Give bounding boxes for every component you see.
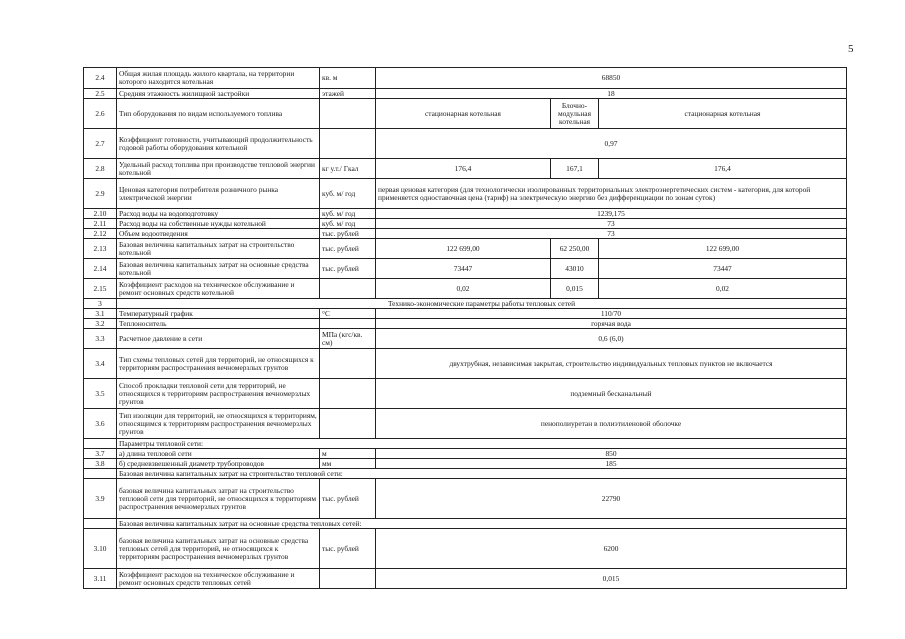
table-row — [84, 319, 847, 329]
table-row — [84, 259, 847, 279]
parameter-name: Коэффициент готовности, учитывающий продолжительность годовой работы оборудования котельной — [117, 129, 320, 159]
parameter-name: Коэффициент расходов на техническое обслуживание и ремонт основных средств котельной — [117, 279, 320, 299]
parameter-name: Расход воды на водоподготовку — [117, 209, 320, 219]
value-cell: стационарная котельная — [376, 99, 551, 129]
table-row — [84, 229, 847, 239]
value-cell: 0,02 — [376, 279, 551, 299]
row-number: 3.1 — [84, 309, 117, 319]
row-number: 2.4 — [84, 68, 117, 89]
unit-cell: кв. м — [320, 68, 376, 89]
unit-cell: тыс. рублей — [320, 479, 376, 519]
parameter-name: Ценовая категория потребителя розничного рынка электрической энергии — [117, 179, 320, 209]
unit-cell: тыс. рублей — [320, 229, 376, 239]
value-cell: подземный бесканальный — [376, 379, 847, 409]
row-number: 2.11 — [84, 219, 117, 229]
subsection-title: Базовая величина капитальных затрат на основные средства тепловых сетей: — [117, 519, 847, 529]
row-number: 2.15 — [84, 279, 117, 299]
value-cell: 73447 — [599, 259, 847, 279]
table-row — [84, 519, 847, 529]
value-cell: 176,4 — [376, 159, 551, 179]
unit-cell: тыс. рублей — [320, 259, 376, 279]
section-title: Технико-экономические параметры работы тепловых сетей — [117, 299, 847, 309]
table-row — [84, 309, 847, 319]
value-cell: 73 — [376, 219, 847, 229]
parameter-name: Объем водоотведения — [117, 229, 320, 239]
table-row — [84, 379, 847, 409]
row-number: 3.10 — [84, 529, 117, 569]
table-row — [84, 68, 847, 89]
parameter-name: Расход воды на собственные нужды котельной — [117, 219, 320, 229]
parameter-name: Удельный расход топлива при производстве тепловой энергии котельной — [117, 159, 320, 179]
table-row — [84, 409, 847, 439]
parameter-name: Базовая величина капитальных затрат на основные средства котельной — [117, 259, 320, 279]
table-row — [84, 469, 847, 479]
parameter-name: а) длина тепловой сети — [117, 449, 320, 459]
table-row — [84, 89, 847, 99]
row-number: 3.7 — [84, 449, 117, 459]
table-row — [84, 219, 847, 229]
parameter-name: базовая величина капитальных затрат на строительство тепловой сети для территорий, не относящихся к территориям распространения вечномерзлых грунтов — [117, 479, 320, 519]
value-cell: 0,6 (6,0) — [376, 329, 847, 349]
parameter-name: Тип схемы тепловых сетей для территорий, не относящихся к территориям распространения вечномерзлых грунтов — [117, 349, 320, 379]
unit-cell — [320, 129, 376, 159]
row-number: 3 — [84, 299, 117, 309]
value-cell: двухтрубная, независимая закрытая, строительство индивидуальных тепловых пунктов не включается — [376, 349, 847, 379]
value-cell: 22790 — [376, 479, 847, 519]
row-number: 2.14 — [84, 259, 117, 279]
value-cell: 110/70 — [376, 309, 847, 319]
table-row — [84, 439, 847, 449]
table-row — [84, 99, 847, 129]
table-row — [84, 449, 847, 459]
value-cell: 62 250,00 — [551, 239, 599, 259]
unit-cell — [320, 99, 376, 129]
unit-cell — [320, 569, 376, 589]
row-number — [84, 469, 117, 479]
value-cell: 0,015 — [551, 279, 599, 299]
unit-cell: куб. м/ год — [320, 209, 376, 219]
table-row — [84, 279, 847, 299]
table-row — [84, 569, 847, 589]
row-number: 3.8 — [84, 459, 117, 469]
value-cell: 0,97 — [376, 129, 847, 159]
value-cell: 0,02 — [599, 279, 847, 299]
unit-cell — [320, 409, 376, 439]
unit-cell — [320, 319, 376, 329]
value-cell: 850 — [376, 449, 847, 459]
value-cell: 6200 — [376, 529, 847, 569]
unit-cell: куб. м/ год — [320, 179, 376, 209]
row-number: 2.5 — [84, 89, 117, 99]
page-number: 5 — [848, 43, 854, 55]
row-number: 3.6 — [84, 409, 117, 439]
row-number: 3.9 — [84, 479, 117, 519]
table-row — [84, 349, 847, 379]
row-number: 2.12 — [84, 229, 117, 239]
row-number: 3.11 — [84, 569, 117, 589]
table-row — [84, 479, 847, 519]
value-cell: Блочно-модульная котельная — [551, 99, 599, 129]
parameter-name: Расчетное давление в сети — [117, 329, 320, 349]
parameter-name: базовая величина капитальных затрат на основные средства тепловых сетей для территорий, не относящихся к территориям распространения вечномерзлых грунтов — [117, 529, 320, 569]
value-cell: 1239,175 — [376, 209, 847, 219]
subsection-title: Базовая величина капитальных затрат на строительство тепловой сети: — [117, 469, 847, 479]
value-cell: 185 — [376, 459, 847, 469]
table-row — [84, 209, 847, 219]
parameter-name: Тип оборудования по видам используемого топлива — [117, 99, 320, 129]
value-cell: 68850 — [376, 68, 847, 89]
table-row — [84, 129, 847, 159]
value-cell: 176,4 — [599, 159, 847, 179]
value-cell: 122 699,00 — [376, 239, 551, 259]
table-row — [84, 529, 847, 569]
unit-cell: тыс. рублей — [320, 239, 376, 259]
unit-cell: тыс. рублей — [320, 529, 376, 569]
row-number — [84, 439, 117, 449]
table-row — [84, 299, 847, 309]
unit-cell — [320, 379, 376, 409]
unit-cell: этажей — [320, 89, 376, 99]
parameter-name: Общая жилая площадь жилого квартала, на территории которого находится котельная — [117, 68, 320, 89]
row-number: 2.10 — [84, 209, 117, 219]
row-number: 3.5 — [84, 379, 117, 409]
unit-cell — [320, 279, 376, 299]
unit-cell: м — [320, 449, 376, 459]
row-number: 2.9 — [84, 179, 117, 209]
unit-cell: МПа (кгс/кв. см) — [320, 329, 376, 349]
value-cell: 167,1 — [551, 159, 599, 179]
parameter-name: Коэффициент расходов на техническое обслуживание и ремонт основных средств тепловых сетей — [117, 569, 320, 589]
value-cell: 73 — [376, 229, 847, 239]
table-row — [84, 329, 847, 349]
table-row — [84, 179, 847, 209]
value-cell: 0,015 — [376, 569, 847, 589]
row-number: 2.7 — [84, 129, 117, 159]
parameter-name: Тип изоляции для территорий, не относящихся к территориям, относящимся к территориям распространения вечномерзлых грунтов — [117, 409, 320, 439]
value-cell: пенополиуретан в полиэтиленовой оболочке — [376, 409, 847, 439]
value-cell: 18 — [376, 89, 847, 99]
value-cell: стационарная котельная — [599, 99, 847, 129]
parameter-name: Средняя этажность жилищной застройки — [117, 89, 320, 99]
table-row — [84, 459, 847, 469]
row-number: 3.4 — [84, 349, 117, 379]
value-cell: 43010 — [551, 259, 599, 279]
value-cell: 73447 — [376, 259, 551, 279]
parameter-name: Базовая величина капитальных затрат на строительство котельной — [117, 239, 320, 259]
row-number: 2.13 — [84, 239, 117, 259]
unit-cell: куб. м/ год — [320, 219, 376, 229]
row-number: 3.3 — [84, 329, 117, 349]
parameter-name: б) средневзвешенный диаметр трубопроводов — [117, 459, 320, 469]
subsection-title: Параметры тепловой сети: — [117, 439, 847, 449]
value-cell: 122 699,00 — [599, 239, 847, 259]
row-number: 2.8 — [84, 159, 117, 179]
value-cell: первая ценовая категория (для технологически изолированных территориальных электроэнергетических систем - категория, для которой применяется одноставочная цена (тариф) на электрическую энергию без дифференциации по зонам суток) — [376, 179, 847, 209]
table-row — [84, 159, 847, 179]
parameters-table — [83, 67, 847, 589]
unit-cell: °С — [320, 309, 376, 319]
value-cell: горячая вода — [376, 319, 847, 329]
unit-cell — [320, 349, 376, 379]
parameter-name: Температурный график — [117, 309, 320, 319]
unit-cell: мм — [320, 459, 376, 469]
parameter-name: Теплоноситель — [117, 319, 320, 329]
table-row — [84, 239, 847, 259]
row-number: 3.2 — [84, 319, 117, 329]
row-number: 2.6 — [84, 99, 117, 129]
row-number — [84, 519, 117, 529]
unit-cell: кг у.т./ Гкал — [320, 159, 376, 179]
parameter-name: Способ прокладки тепловой сети для территорий, не относящихся к территориям распространения вечномерзлых грунтов — [117, 379, 320, 409]
